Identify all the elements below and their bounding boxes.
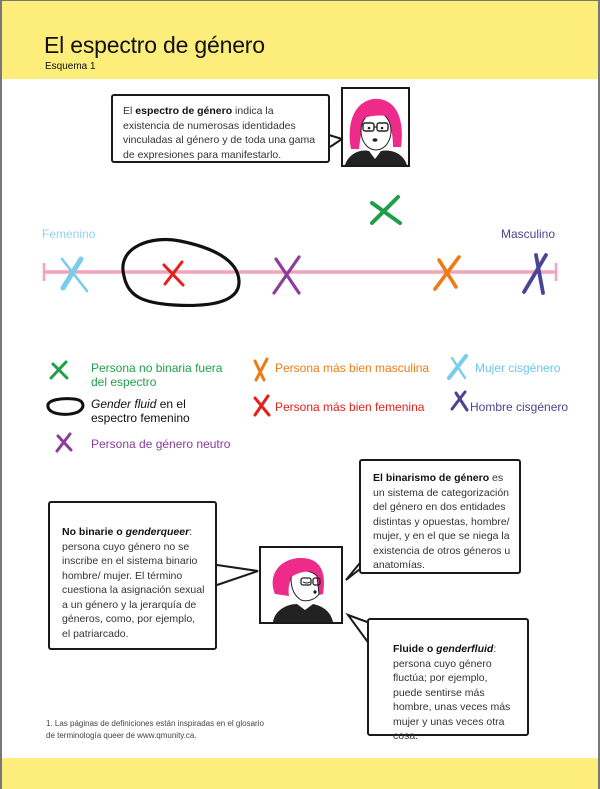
intro-speech-bubble xyxy=(111,94,330,163)
footer-band xyxy=(2,758,598,789)
gender-neutral-marker xyxy=(274,257,299,293)
non-binary-outside-marker xyxy=(372,197,400,223)
binarism-text: es un sistema de categorización del género en dos entidades distintas y opuestas, hombre/ mujer, y en el que se niega la existencia de otros géneros u anatomías. xyxy=(373,472,511,571)
legend-non-binary: Persona no binaria fuera del espectro xyxy=(91,361,223,389)
fluid-term: Fluide o xyxy=(393,643,437,655)
page-title: El espectro de género xyxy=(44,32,265,58)
non-binary-text: persona cuyo género no se inscribe en el sistema binario hombre/ mujer. El término cuestiona la asignación sexual a un género y la jerarquía de géneros, como, por ejemplo, el patriarcado. xyxy=(62,540,205,640)
red-x-icon xyxy=(250,393,274,419)
cis-man-marker xyxy=(524,255,546,293)
non-binary-term-italic: genderqueer xyxy=(125,526,190,538)
fluid-text: persona cuyo género fluctúa; por ejemplo, puede sentirse más hombre, unas veces más mujer y unas veces otra cosa. xyxy=(393,657,511,742)
femenino-label: Femenino xyxy=(42,227,96,241)
footnote-line-2: de terminología queer de www.qmunity.ca. xyxy=(46,731,197,740)
purple-x-icon xyxy=(52,431,78,455)
character-portrait-front xyxy=(341,87,410,167)
indigo-x-icon xyxy=(448,389,470,413)
legend-fluid-rest: en el espectro femenino xyxy=(91,397,190,425)
page-subtitle: Esquema 1 xyxy=(45,61,96,72)
legend-cis-woman: Mujer cisgénero xyxy=(475,361,561,375)
masculino-label: Masculino xyxy=(501,227,556,241)
orange-x-icon xyxy=(250,356,272,384)
fluid-colon: : xyxy=(493,643,497,655)
fluid-term-italic: genderfluid xyxy=(436,643,494,655)
black-oval-icon xyxy=(42,393,86,419)
binarism-term: El binarismo de género xyxy=(373,472,490,484)
character-portrait-side xyxy=(259,546,343,624)
legend-gender-fluid xyxy=(91,397,231,425)
legend-fluid-italic: Gender fluid xyxy=(91,397,157,411)
legend-mostly-masculine: Persona más bien masculina xyxy=(275,361,430,375)
legend-mostly-feminine: Persona más bien femenina xyxy=(275,400,425,414)
binarism-definition-bubble xyxy=(359,459,521,574)
intro-text-pre: El xyxy=(123,105,136,117)
footnote-line-1: 1. Las páginas de definiciones están inspiradas en el glosario xyxy=(46,719,264,728)
intro-text-post: indica la existencia de numerosas identidades vinculadas al género y de toda una gama de expresiones para manifestarlo. xyxy=(123,105,316,161)
green-x-icon xyxy=(46,359,72,381)
cis-woman-marker xyxy=(62,259,87,291)
footnote xyxy=(46,718,264,742)
gender-spectrum xyxy=(2,181,600,321)
bubble-tail-left xyxy=(214,561,264,601)
cyan-x-icon xyxy=(445,353,471,383)
fluid-definition-bubble xyxy=(367,618,529,742)
non-binary-term: No binarie o xyxy=(62,526,126,538)
legend-cis-man: Hombre cisgénero xyxy=(470,400,569,414)
intro-text-bold: espectro de género xyxy=(135,105,233,117)
legend-neutral: Persona de género neutro xyxy=(91,437,231,451)
non-binary-definition-bubble xyxy=(48,501,217,650)
non-binary-colon: : xyxy=(189,526,193,538)
